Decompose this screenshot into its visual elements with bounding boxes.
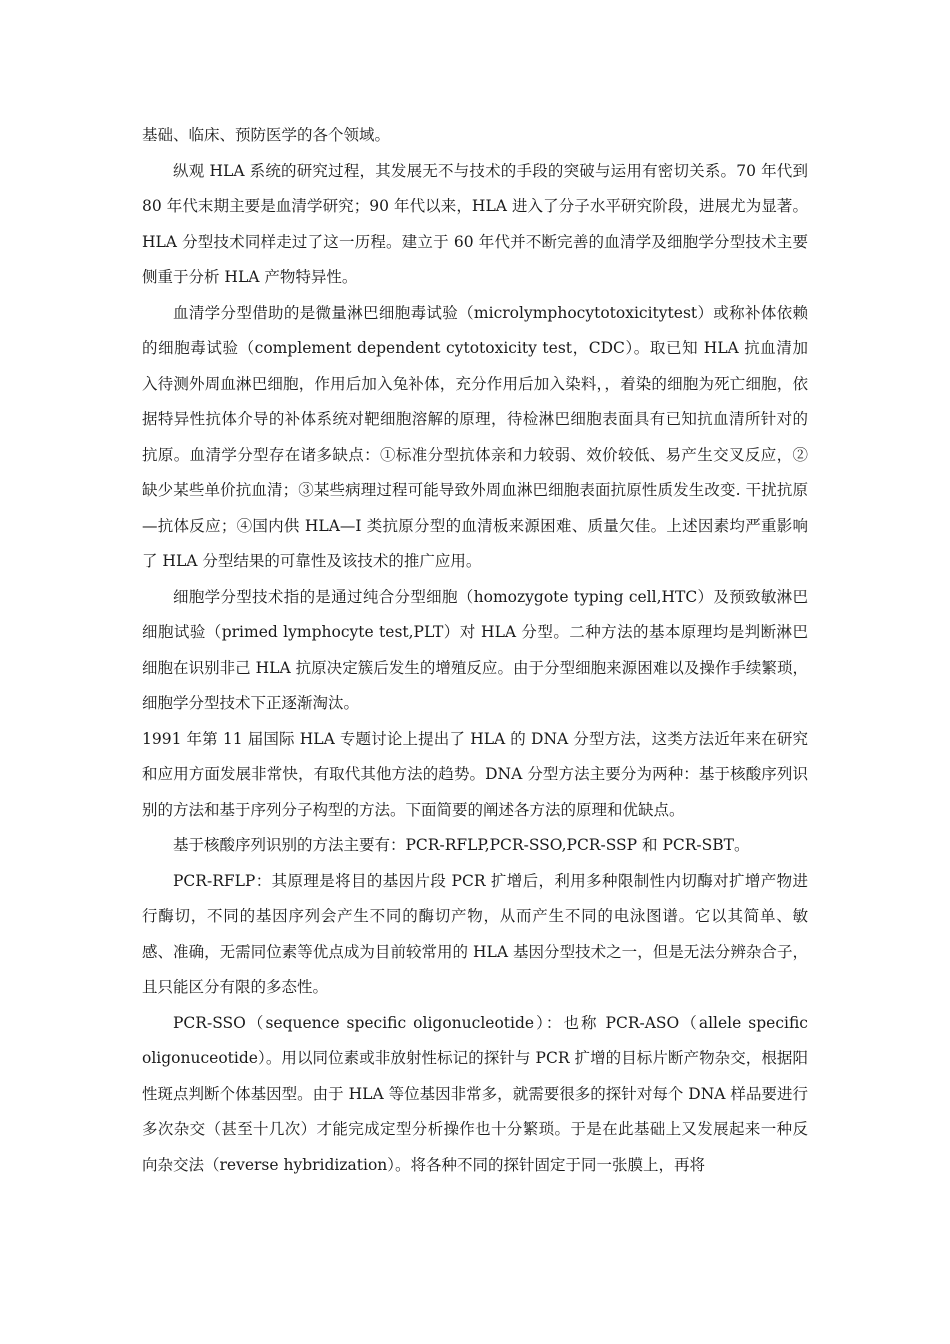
paragraph-continuation: 基础、临床、预防医学的各个领域。 <box>142 126 391 144</box>
paragraph-pcr-rflp: PCR-RFLP：其原理是将目的基因片段 PCR 扩增后，利用多种限制性内切酶对扩增产物进行酶切，不同的基因序列会产生不同的酶切产物，从而产生不同的电泳图谱。它以其简单、敏感、准确，无需同位素等优点成为目前较常用的 HLA 基因分型技术之一，但是无法分辨杂合子，且只能区分有限的多态性。 <box>142 871 808 996</box>
paragraph-hla-history: 纵观 HLA 系统的研究过程，其发展无不与技术的手段的突破与运用有密切关系。70 年代到 80 年代末期主要是血清学研究；90 年代以来，HLA 进入了分子水平研究阶段，进展尤为显著。HLA 分型技术同样走过了这一历程。建立于 60 年代并不断完善的血清学及细胞学分型技术主要侧重于分析 HLA 产物特异性。 <box>142 161 808 286</box>
paragraph-dna-typing: 1991 年第 11 届国际 HLA 专题讨论上提出了 HLA 的 DNA 分型方法，这类方法近年来在研究和应用方面发展非常快，有取代其他方法的趋势。DNA 分型方法主要分为两种：基于核酸序列识别的方法和基于序列分子构型的方法。下面简要的阐述各方法的原理和优缺点。 <box>142 729 808 819</box>
paragraph-pcr-sso: PCR-SSO（sequence specific oligonucleotide）：也称 PCR-ASO（allele specific oligonuceotide）。用以同位素或非放射性标记的探针与 PCR 扩增的目标片断产物杂交，根据阳性斑点判断个体基因型。由于 HLA 等位基因非常多，就需要很多的探针对每个 DNA 样品要进行多次杂交（甚至十几次）才能完成定型分析操作也十分繁琐。于是在此基础上又发展起来一种反向杂交法（reverse hybridization）。将各种不同的探针固定于同一张膜上，再将 <box>142 1013 808 1174</box>
paragraph-serological-typing: 血清学分型借助的是微量淋巴细胞毒试验（microlymphocytotoxicitytest）或称补体依赖的细胞毒试验（complement dependent cytotoxicity test，CDC）。取已知 HLA 抗血清加入待测外周血淋巴细胞，作用后加入兔补体，充分作用后加入染料，，着染的细胞为死亡细胞，依据特异性抗体介导的补体系统对靶细胞溶解的原理，待检淋巴细胞表面具有已知抗血清所针对的抗原。血清学分型存在诸多缺点：①标准分型抗体亲和力较弱、效价较低、易产生交叉反应，②缺少某些单价抗血清；③某些病理过程可能导致外周血淋巴细胞表面抗原性质发生改变. 干扰抗原—抗体反应；④国内供 HLA—I 类抗原分型的血清板来源困难、质量欠佳。上述因素均严重影响了 HLA 分型结果的可靠性及该技术的推广应用。 <box>142 303 808 570</box>
document-body <box>142 118 808 1183</box>
paragraph-sequence-methods: 基于核酸序列识别的方法主要有：PCR-RFLP,PCR-SSO,PCR-SSP 和 PCR-SBT。 <box>173 836 750 854</box>
paragraph-cellular-typing: 细胞学分型技术指的是通过纯合分型细胞（homozygote typing cell,HTC）及预致敏淋巴细胞试验（primed lymphocyte test,PLT）对 HLA 分型。二种方法的基本原理均是判断淋巴细胞在识别非己 HLA 抗原决定簇后发生的增殖反应。由于分型细胞来源困难以及操作手续繁琐，细胞学分型技术下正逐渐淘汰。 <box>142 587 808 712</box>
